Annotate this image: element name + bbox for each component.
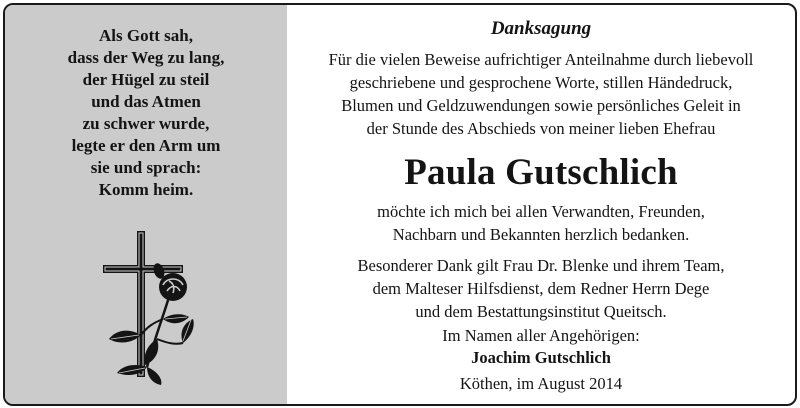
special-thanks-line: dem Malteser Hilfsdienst, dem Redner Herrn Dege (372, 279, 710, 298)
place-date: Köthen, im August 2014 (459, 374, 623, 393)
thanks-text (287, 5, 795, 404)
poem-line: zu schwer wurde, (82, 114, 210, 133)
poem-panel (5, 5, 287, 404)
poem-line: sie und sprach: (90, 158, 202, 177)
signer-name: Joachim Gutschlich (471, 348, 611, 367)
special-thanks-line: Besonderer Dank gilt Frau Dr. Blenke und ihrem Team, (357, 256, 725, 275)
poem-line: Komm heim. (98, 180, 194, 199)
intro-line: geschriebene und gesprochene Worte, stillen Händedruck, (349, 73, 733, 92)
poem-line: Als Gott sah, (99, 26, 193, 45)
special-thanks-line: und dem Bestattungsinstitut Queitsch. (415, 302, 667, 321)
obituary-notice (3, 3, 797, 406)
thanks-line: Nachbarn und Bekannten herzlich bedanken. (392, 225, 690, 244)
cross-with-rose-icon (97, 227, 197, 387)
poem-line: legte er den Arm um (71, 136, 221, 155)
intro-line: Blumen und Geldzuwendungen sowie persönliches Geleit in (341, 96, 741, 115)
intro-line: der Stunde des Abschieds von meiner lieben Ehefrau (366, 119, 716, 138)
poem-line: der Hügel zu steil (82, 70, 210, 89)
poem-line: und das Atmen (91, 92, 201, 111)
poem-line: dass der Weg zu lang, (67, 48, 225, 67)
signoff: Im Namen aller Angehörigen: (442, 326, 640, 345)
deceased-name: Paula Gutschlich (404, 152, 678, 193)
poem (5, 25, 287, 201)
thanks-line: möchte ich mich bei allen Verwandten, Freunden, (377, 202, 705, 221)
heading: Danksagung (490, 18, 592, 39)
intro-line: Für die vielen Beweise aufrichtiger Anteilnahme durch liebevoll (328, 50, 754, 69)
